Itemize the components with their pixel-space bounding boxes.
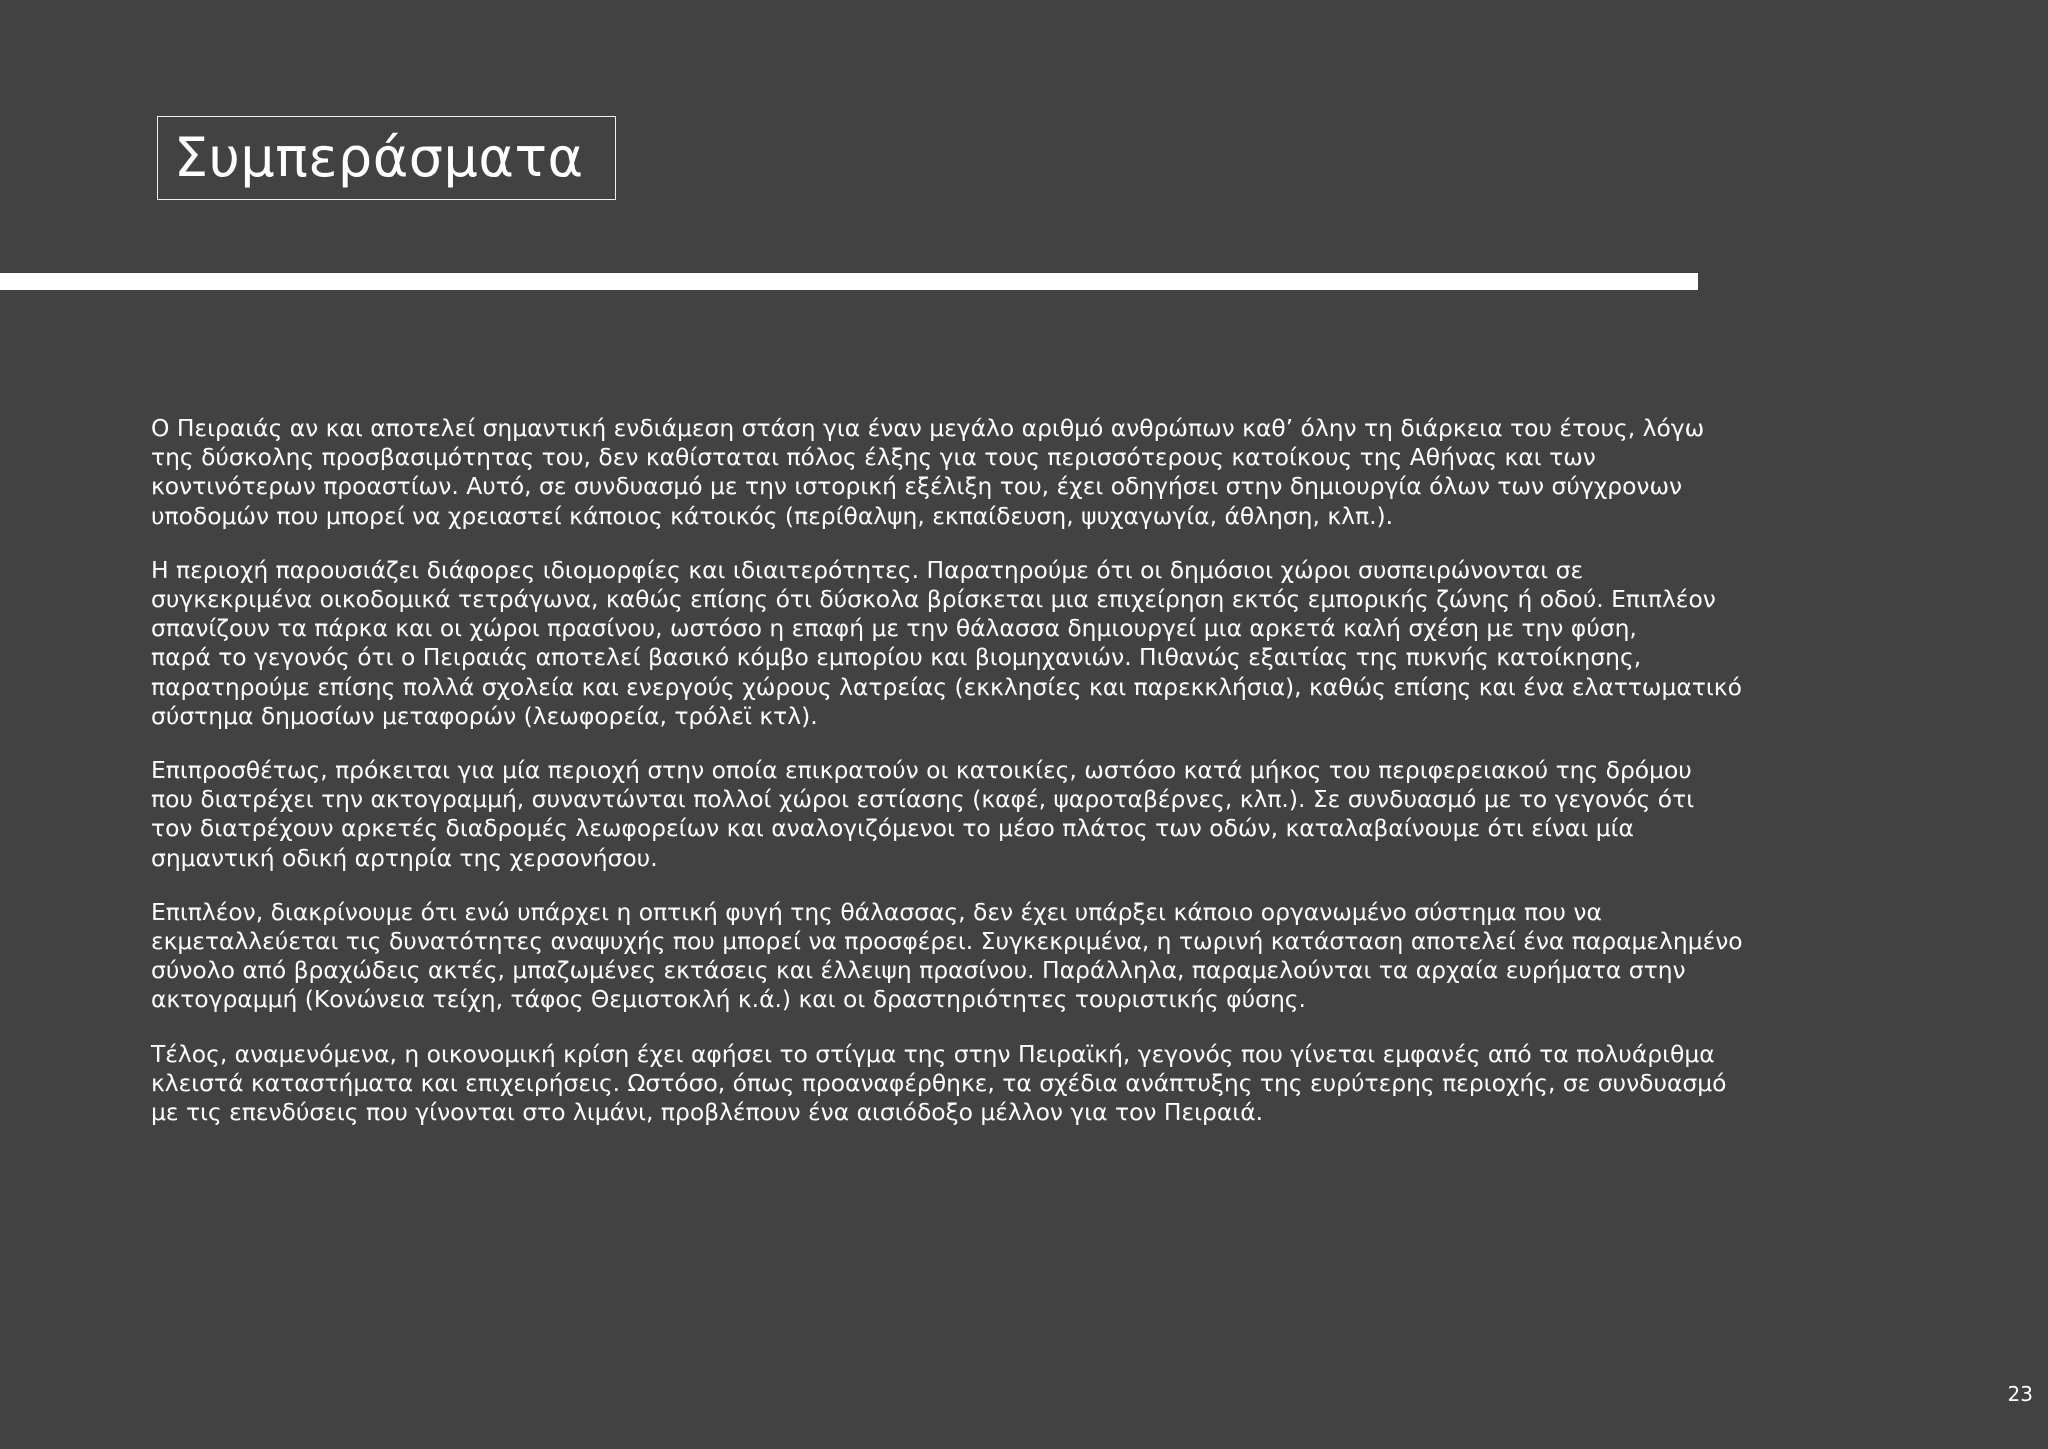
paragraph-2 [151, 556, 1911, 731]
text-line: σύνολο από βραχώδεις ακτές, μπαζωμένες εκτάσεις και έλλειψη πρασίνου. Παράλληλα, παραμελούνται τα αρχαία ευρήματα στην [151, 956, 1686, 985]
text-line: παρατηρούμε επίσης πολλά σχολεία και ενεργούς χώρους λατρείας (εκκλησίες και παρεκκλήσια), καθώς επίσης και ένα ελαττωματικό [151, 672, 1742, 701]
title-box [157, 116, 616, 200]
paragraph-3 [151, 756, 1911, 873]
text-line: της δύσκολης προσβασιμότητας του, δεν καθίσταται πόλος έλξης για τους περισσότερους κατοίκους της Αθήνας και των [151, 443, 1596, 472]
text-line: ακτογραμμή (Κονώνεια τείχη, τάφος Θεμιστοκλή κ.ά.) και οι δραστηριότητες τουριστικής φύσης. [151, 985, 1306, 1014]
text-line: συγκεκριμένα οικοδομικά τετράγωνα, καθώς επίσης ότι δύσκολα βρίσκεται μια επιχείρηση εκτός εμπορικής ζώνης ή οδού. Επιπλέον [151, 585, 1716, 614]
text-line: Τέλος, αναμενόμενα, η οικονομική κρίση έχει αφήσει το στίγμα της στην Πειραϊκή, γεγονός που γίνεται εμφανές από τα πολυάριθμα [151, 1039, 1715, 1068]
paragraph-5 [151, 1040, 1911, 1128]
text-line: τον διατρέχουν αρκετές διαδρομές λεωφορείων και αναλογιζόμενοι το μέσο πλάτος των οδών, καταλαβαίνουμε ότι είναι μία [151, 814, 1634, 843]
page-number: 23 [2007, 1382, 2033, 1406]
horizontal-rule [0, 273, 1698, 290]
text-line: σημαντική οδική αρτηρία της χερσονήσου. [151, 843, 658, 872]
text-line: Επιπροσθέτως, πρόκειται για μία περιοχή στην οποία επικρατούν οι κατοικίες, ωστόσο κατά μήκος του περιφερειακού της δρόμου [151, 756, 1692, 785]
text-line: που διατρέχει την ακτογραμμή, συναντώνται πολλοί χώροι εστίασης (καφέ, ψαροταβέρνες, κλπ.). Σε συνδυασμό με το γεγονός ότι [151, 785, 1695, 814]
text-line: σύστημα δημοσίων μεταφορών (λεωφορεία, τρόλεϊ κτλ). [151, 701, 818, 730]
paragraph-4 [151, 898, 1911, 1015]
paragraph-1 [151, 414, 1911, 531]
text-line: παρά το γεγονός ότι ο Πειραιάς αποτελεί βασικό κόμβο εμπορίου και βιομηχανιών. Πιθανώς εξαιτίας της πυκνής κατοίκησης, [151, 643, 1642, 672]
text-line: με τις επενδύσεις που γίνονται στο λιμάνι, προβλέπουν ένα αισιόδοξο μέλλον για τον Πειραιά. [151, 1098, 1264, 1127]
text-line: εκμεταλλεύεται τις δυνατότητες αναψυχής που μπορεί να προσφέρει. Συγκεκριμένα, η τωρινή κατάσταση αποτελεί ένα παραμελημένο [151, 927, 1743, 956]
text-line: Ο Πειραιάς αν και αποτελεί σημαντική ενδιάμεση στάση για έναν μεγάλο αριθμό ανθρώπων καθ’ όλην τη διάρκεια του έτους, λόγω [151, 414, 1705, 442]
text-line: κλειστά καταστήματα και επιχειρήσεις. Ωστόσο, όπως προαναφέρθηκε, τα σχέδια ανάπτυξης της ευρύτερης περιοχής, σε συνδυασμό [151, 1068, 1727, 1097]
text-line: Επιπλέον, διακρίνουμε ότι ενώ υπάρχει η οπτική φυγή της θάλασσας, δεν έχει υπάρξει κάποιο οργανωμένο σύστημα που να [151, 897, 1602, 926]
text-line: σπανίζουν τα πάρκα και οι χώροι πρασίνου, ωστόσο η επαφή με την θάλασσα δημιουργεί μια αρκετά καλή σχέση με την φύση, [151, 614, 1637, 643]
text-line: υποδομών που μπορεί να χρειαστεί κάποιος κάτοικός (περίθαλψη, εκπαίδευση, ψυχαγωγία, άθληση, κλπ.). [151, 501, 1394, 530]
page-title: Συμπεράσματα [174, 126, 584, 189]
text-line: κοντινότερων προαστίων. Αυτό, σε συνδυασμό με την ιστορική εξέλιξη του, έχει οδηγήσει στην δημιουργία όλων των σύγχρονων [151, 472, 1683, 501]
body-text [151, 414, 1911, 1152]
text-line: Η περιοχή παρουσιάζει διάφορες ιδιομορφίες και ιδιαιτερότητες. Παρατηρούμε ότι οι δημόσιοι χώροι συσπειρώνονται σε [151, 555, 1584, 584]
